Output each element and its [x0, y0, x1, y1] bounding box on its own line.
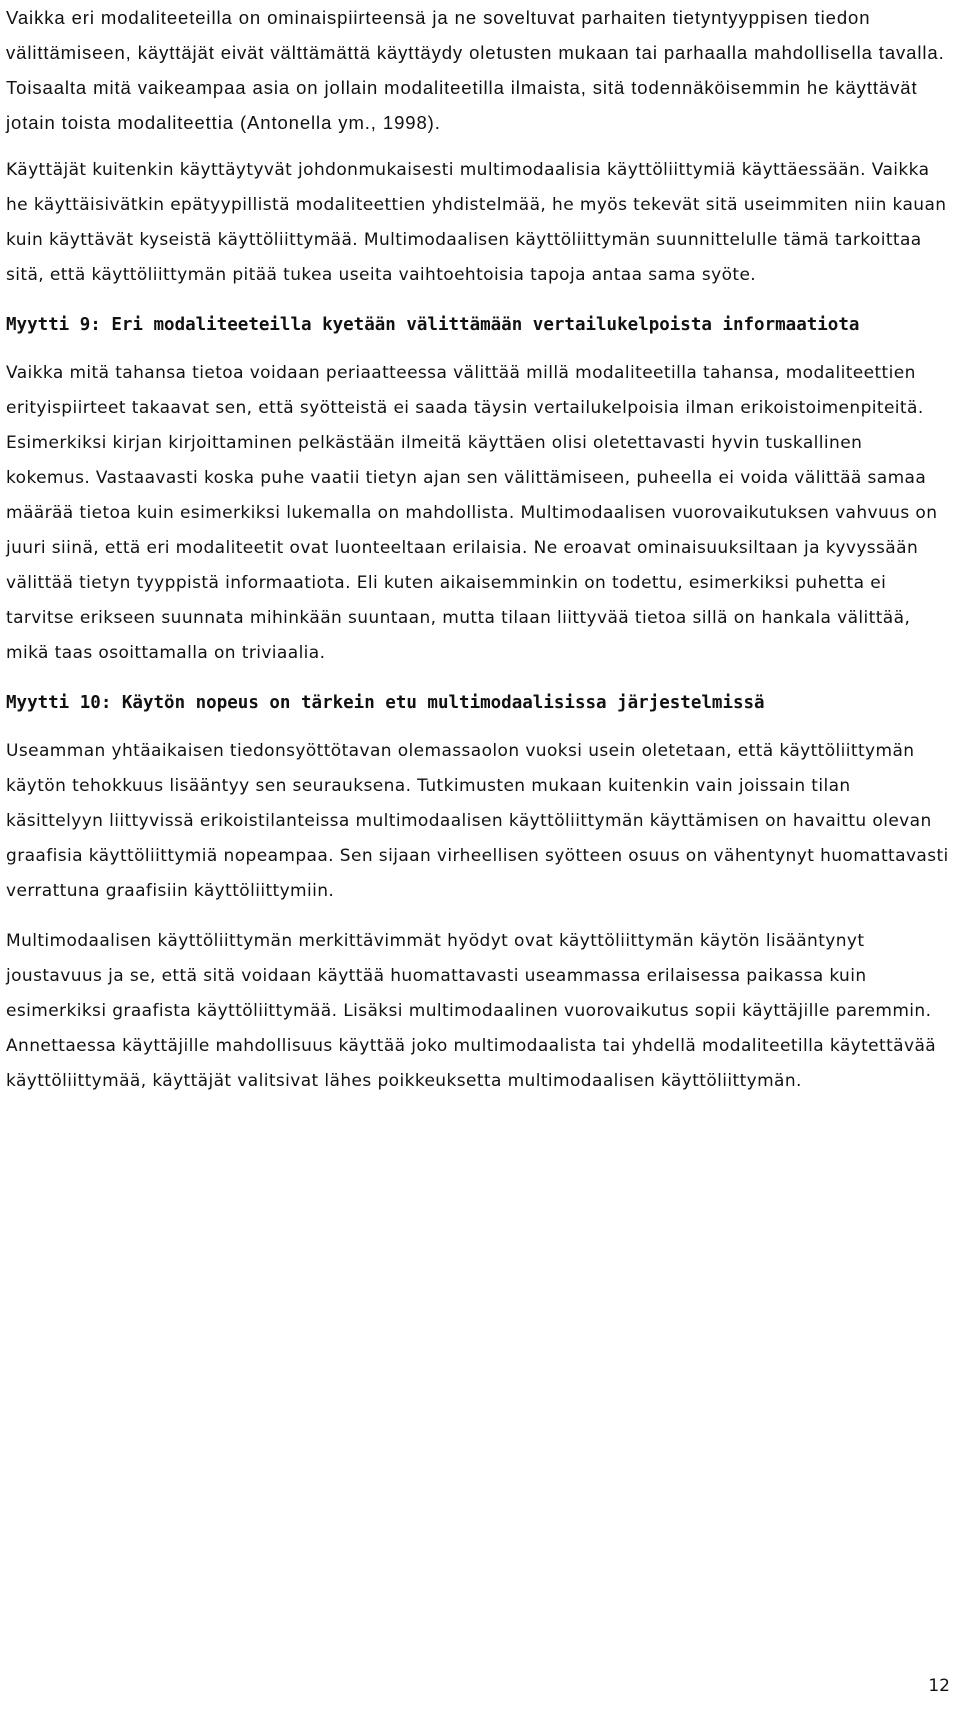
- myth-10-paragraph-2: Multimodaalisen käyttöliittymän merkittävimmät hyödyt ovat käyttöliittymän käytön lisääntynyt joustavuus ja se, että sitä voidaan käyttää huomattavasti useammassa erilaisessa paikassa kuin esimerkiksi graafista käyttöliittymää. Lisäksi multimodaalinen vuorovaikutus sopii käyttäjille paremmin. Annettaessa käyttäjille mahdollisuus käyttää joko multimodaalista tai yhdellä modaliteetilla käytettävää käyttöliittymää, käyttäjät valitsivat lähes poikkeuksetta multimodaalisen käyttöliittymän.: [6, 931, 937, 1091]
- document-body: [6, 0, 952, 1099]
- myth-10-heading: Myytti 10: Käytön nopeus on tärkein etu multimodaalisissa järjestelmissä: [6, 693, 765, 713]
- myth-9-paragraph: Vaikka mitä tahansa tietoa voidaan periaatteessa välittää millä modaliteetilla tahansa, modaliteettien erityispiirteet takaavat sen, että syötteistä ei saada täysin vertailukelpoisia ilman erikoistoimenpiteitä. Esimerkiksi kirjan kirjoittaminen pelkästään ilmeitä käyttäen olisi oletettavasti hyvin tuskallinen kokemus. Vastaavasti koska puhe vaatii tietyn ajan sen välittämiseen, puheella ei voida välittää samaa määrää tietoa kuin esimerkiksi lukemalla on mahdollista. Multimodaalisen vuorovaikutuksen vahvuus on juuri siinä, että eri modaliteetit ovat luonteeltaan erilaisia. Ne eroavat ominaisuuksiltaan ja kyvyssään välittää tietyn tyyppistä informaatiota. Eli kuten aikaisemminkin on todettu, esimerkiksi puhetta ei tarvitse erikseen suunnata mihinkään suuntaan, mutta tilaan liittyvää tietoa sillä on hankala välittää, mikä taas osoittamalla on triviaalia.: [6, 363, 938, 663]
- myth-9-heading: Myytti 9: Eri modaliteeteilla kyetään välittämään vertailukelpoista informaatiota: [6, 315, 860, 335]
- paragraph-consistent-users: Käyttäjät kuitenkin käyttäytyvät johdonmukaisesti multimodaalisia käyttöliittymiä käyttäessään. Vaikka he käyttäisivätkin epätyypillistä modaliteettien yhdistelmää, he myös tekevät sitä useimmiten niin kauan kuin käyttävät kyseistä käyttöliittymää. Multimodaalisen käyttöliittymän suunnittelulle tämä tarkoittaa sitä, että käyttöliittymän pitää tukea useita vaihtoehtoisia tapoja antaa sama syöte.: [6, 160, 947, 285]
- myth-10-paragraph-1: Useamman yhtäaikaisen tiedonsyöttötavan olemassaolon vuoksi usein oletetaan, että käyttöliittymän käytön tehokkuus lisääntyy sen seurauksena. Tutkimusten mukaan kuitenkin vain joissain tilan käsittelyyn liittyvissä erikoistilanteissa multimodaalisen käyttöliittymän käyttämisen on havaittu olevan graafisia käyttöliittymiä nopeampaa. Sen sijaan virheellisen syötteen osuus on vähentynyt huomattavasti verrattuna graafisiin käyttöliittymiin.: [6, 741, 949, 901]
- paragraph-modality-behavior: Vaikka eri modaliteeteilla on ominaispiirteensä ja ne soveltuvat parhaiten tietyntyyppisen tiedon välittämiseen, käyttäjät eivät välttämättä käyttäydy oletusten mukaan tai parhaalla mahdollisella tavalla. Toisaalta mitä vaikeampaa asia on jollain modaliteetilla ilmaista, sitä todennäköisemmin he käyttävät jotain toista modaliteettia (Antonella ym., 1998).: [6, 7, 945, 133]
- page-number: 12: [928, 1676, 950, 1696]
